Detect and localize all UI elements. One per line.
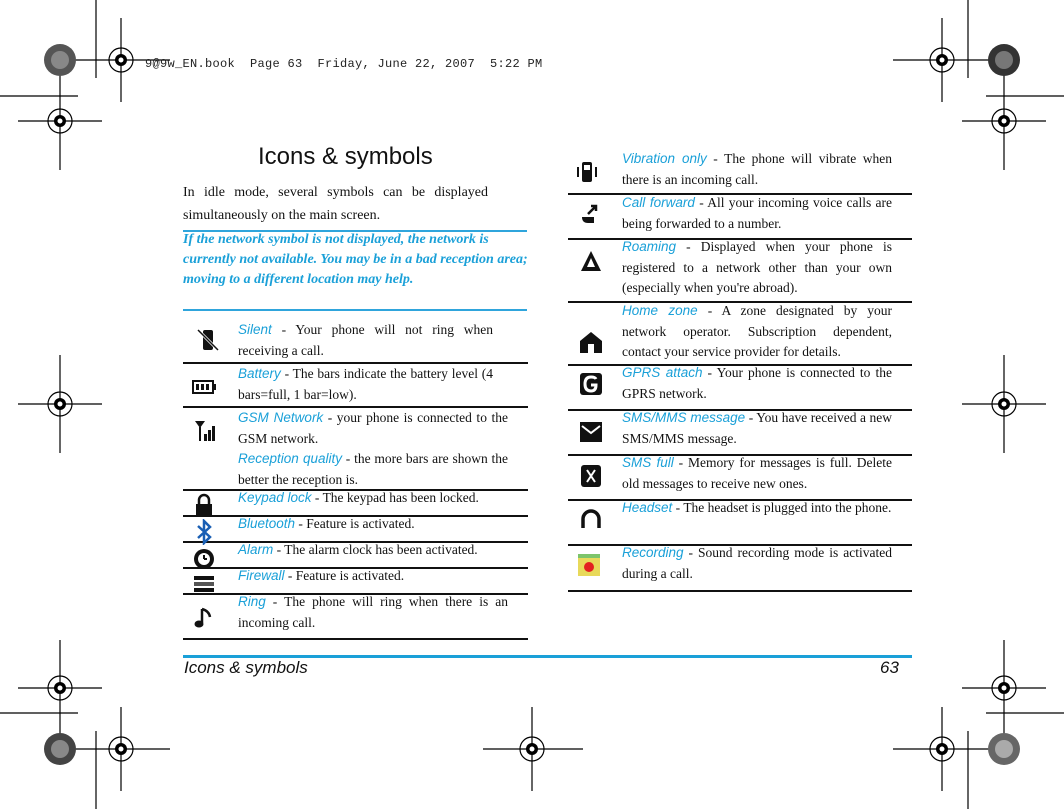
- list-item: [568, 240, 912, 303]
- list-item: [183, 364, 528, 408]
- vibration-icon: [574, 159, 600, 185]
- firewall-icon: [191, 571, 217, 597]
- item-text: GPRS attach - Your phone is connected to the GPRS network.: [622, 365, 892, 401]
- battery-icon: [191, 374, 217, 400]
- item-text: GSM Network - your phone is connected to the GSM network. Reception quality - the more bars are shown the better the reception is.: [238, 410, 508, 487]
- list-item: [568, 149, 912, 195]
- item-text: Roaming - Displayed when your phone is registered to a network other than your own (especially when you're abroad).: [622, 239, 892, 295]
- item-text: Headset - The headset is plugged into the phone.: [622, 500, 892, 515]
- footer-section-title: Icons & symbols: [184, 658, 308, 677]
- bluetooth-icon: [191, 519, 217, 545]
- item-text: Call forward - All your incoming voice calls are being forwarded to a number.: [622, 195, 892, 231]
- list-item: [568, 456, 912, 501]
- sms-full-icon: [578, 463, 604, 489]
- home-zone-icon: [578, 329, 604, 355]
- item-text: Recording - Sound recording mode is activated during a call.: [622, 545, 892, 581]
- gprs-icon: [578, 371, 604, 397]
- item-text: Bluetooth - Feature is activated.: [238, 516, 415, 531]
- list-item: [568, 546, 912, 592]
- ring-icon: [191, 605, 217, 631]
- item-text: Silent - Your phone will not ring when receiving a call.: [238, 322, 493, 358]
- list-item: [568, 411, 912, 456]
- list-item: [183, 408, 528, 491]
- item-text: Vibration only - The phone will vibrate when there is an incoming call.: [622, 151, 892, 187]
- page-title: Icons & symbols: [258, 143, 433, 170]
- alarm-icon: [191, 545, 217, 571]
- list-item: [568, 501, 912, 546]
- footer-page-number: 63: [880, 658, 899, 677]
- recording-icon: [576, 552, 602, 578]
- item-text: Home zone - A zone designated by your network operator. Subscription dependent, contact your service provider for details.: [622, 303, 892, 359]
- list-item: [183, 311, 528, 364]
- item-text: SMS full - Memory for messages is full. Delete old messages to receive new ones.: [622, 455, 893, 491]
- item-text: Keypad lock - The keypad has been locked.: [238, 490, 479, 505]
- item-text: Battery - The bars indicate the battery level (4 bars=full, 1 bar=low).: [238, 366, 493, 402]
- network-note: If the network symbol is not displayed, the network is currently not available. You may be in a bad reception area; moving to a different location may help.: [183, 232, 528, 287]
- message-icon: [578, 419, 604, 445]
- call-forward-icon: [578, 201, 604, 227]
- list-item: [183, 595, 528, 640]
- gsm-network-icon: [193, 418, 219, 444]
- item-text: Firewall - Feature is activated.: [238, 568, 405, 583]
- keypad-lock-icon: [191, 493, 217, 519]
- item-text: Ring - The phone will ring when there is an incoming call.: [238, 594, 508, 630]
- list-item: [568, 195, 912, 240]
- list-item: [568, 366, 912, 411]
- silent-icon: [195, 327, 221, 353]
- list-item: [568, 303, 912, 366]
- headset-icon: [578, 506, 604, 532]
- item-text: Alarm - The alarm clock has been activated.: [238, 542, 478, 557]
- roaming-icon: [578, 248, 604, 274]
- intro-paragraph: In idle mode, several symbols can be displayed simultaneously on the main screen.: [183, 185, 488, 223]
- item-text: SMS/MMS message - You have received a new SMS/MMS message.: [622, 410, 893, 446]
- book-header: 9@9w_EN.book Page 63 Friday, June 22, 2007 5:22 PM: [145, 57, 543, 71]
